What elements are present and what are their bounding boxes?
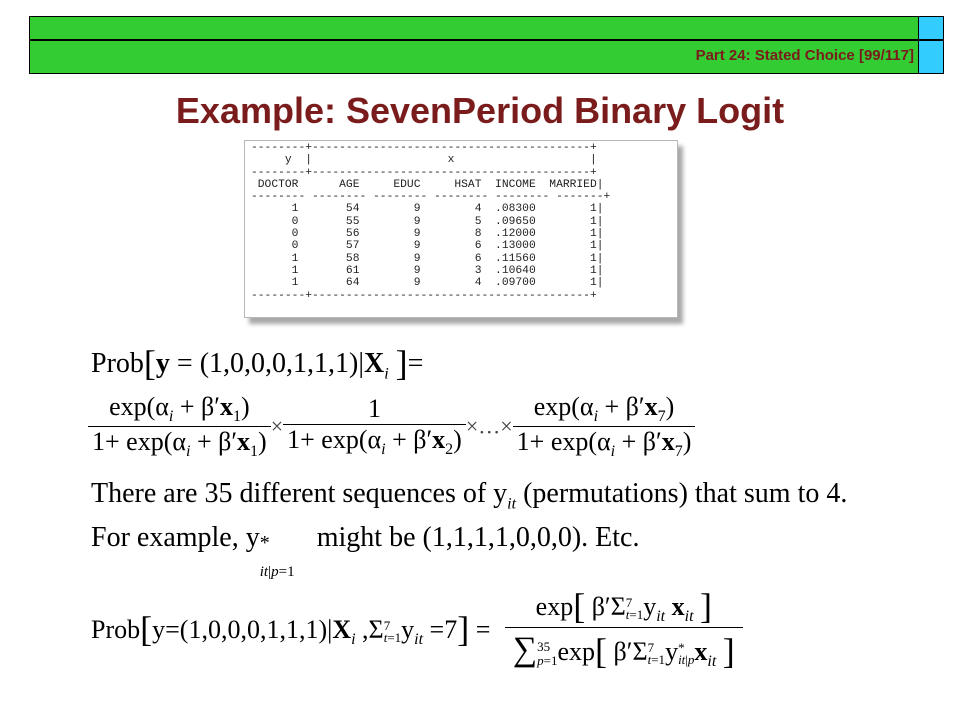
conditional-probability: $Prob[y=(1,0,0,0,1,1,1)|X_i$ ,Σ7 $t=1y_{it} =7$] = exp[ β′Σ7 $t=1y_{it}$ $x_{it}$ ] ∑35 p=1exp[ β′Σ7 t=1y* $it|px_{it}$ ] bbox=[91, 585, 743, 672]
header-square-top bbox=[918, 16, 944, 40]
fraction-2: $\frac{1}{1+ \exp(\alpha_i + \beta'x_2)}$ bbox=[283, 394, 466, 459]
header-bar-top bbox=[29, 16, 919, 40]
fraction-7: $\frac{\exp(\alpha_i + \beta'x_7)}{1+ \exp(\alpha_i + \beta'x_7)}$ bbox=[513, 392, 696, 461]
output-table bbox=[244, 140, 678, 318]
fraction-1: $\frac{\exp(\alpha_i + \beta'x_1)}{1+ \exp(\alpha_i + \beta'x_1)}$ bbox=[88, 392, 271, 461]
slide-reference: Part 24: Stated Choice [99/117] bbox=[695, 47, 914, 64]
conditional-fraction: exp[ β′Σ7 $t=1y_{it}$ $x_{it}$ ] ∑35 p=1exp[ β′Σ7 t=1y* $it|px_{it}$ ] bbox=[505, 585, 743, 672]
sequences-sentence: There are 35 different sequences of $y_{it}$ (permutations) that sum to 4. bbox=[91, 478, 848, 513]
example-sentence: For example, y * it|p=1 might be (1,1,1,1,0,0,0). Etc. bbox=[91, 522, 640, 580]
output-table-text: --------+-----------------------------------------+ y | x | --------+-----------------------------------------+ DOCTOR AGE EDUC HSAT INCOME MARRIED| -------- -------- -------- -------- -------- -------+ 1 54 9 4 .08300 1| 0 55 9 5 .09650 1| 0 56 9 8 .12000 1| 0 57 9 6 .13000 1| 1 58 9 6 .11560 1| 1 61 9 3 .10640 1| 1 64 9 4 .09700 1| --------+-----------------------------------------+ bbox=[251, 142, 611, 302]
slide-title: Example: SevenPeriod Binary Logit bbox=[175, 90, 785, 131]
prob-statement: Prob[y = $(1,0,0,0,1,1,1)|X_i$ ]= bbox=[91, 343, 424, 383]
likelihood-product: $\frac{\exp(\alpha_i + \beta'x_1)}{1+ \exp(\alpha_i + \beta'x_1)}$ × $\frac{1}{1+ \exp(\alpha_i + \beta'x_2)}$ ×…× $\frac{\exp(\alpha_i + \beta'x_7)}{1+ \exp(\alpha_i + \beta'x_7)}$ bbox=[88, 392, 695, 461]
header-square-bottom bbox=[918, 40, 944, 74]
